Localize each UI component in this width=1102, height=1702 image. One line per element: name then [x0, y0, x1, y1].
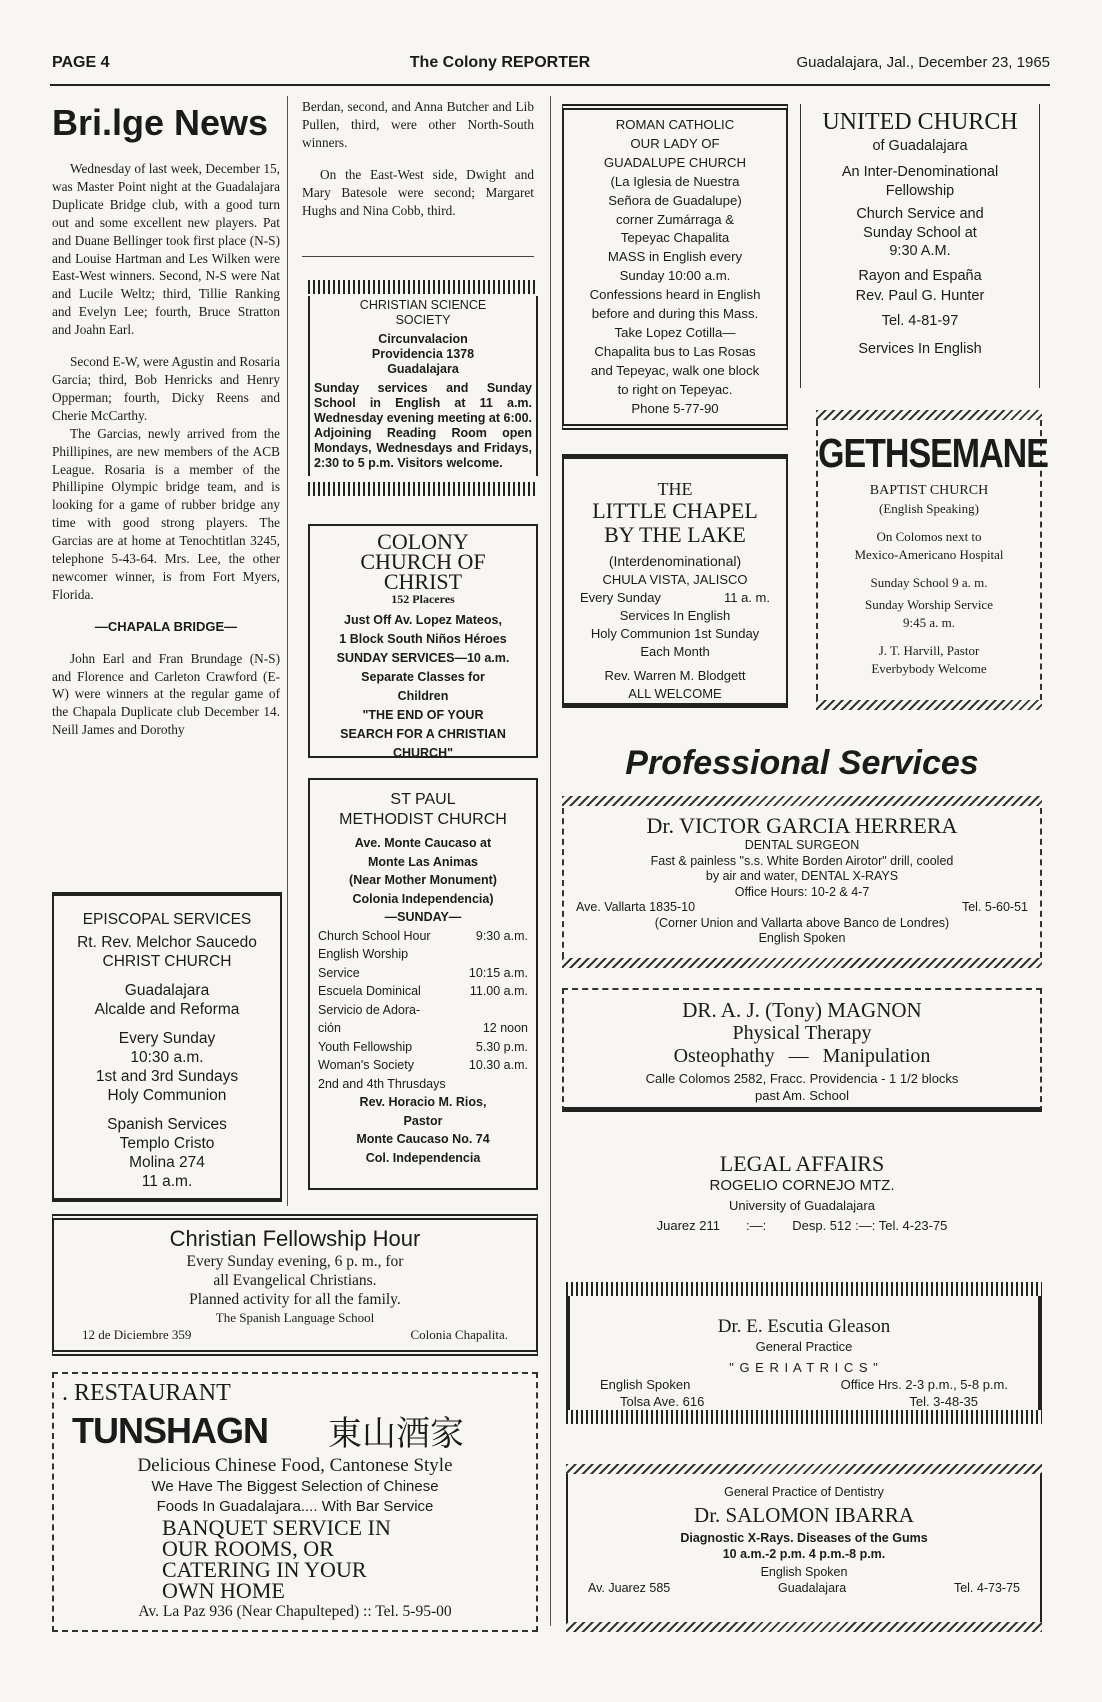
ibarra-ad [566, 1474, 1042, 1622]
ad-line: CHRIST CHURCH [102, 953, 232, 970]
schedule-row [318, 982, 528, 1001]
ad-line: GUADALUPE CHURCH [603, 154, 747, 170]
ad-line: General Practice of Dentistry [724, 1485, 884, 1499]
ad-line: "THE END OF YOUR [362, 708, 484, 722]
ad-line: CHRIST [383, 569, 463, 594]
ad-line: An Inter-Denominational [841, 164, 999, 180]
ad-line: — [788, 1045, 809, 1067]
ad-line: SUNDAY SERVICES—10 a.m. [336, 651, 510, 665]
ad-line: 9:45 a. m. [903, 615, 955, 630]
ad-line: J. T. Harvill, Pastor [878, 643, 980, 658]
ad-line: and Tepeyac, walk one block [590, 362, 760, 378]
united-church-ad [800, 104, 1040, 388]
ad-line: CATERING IN YOUR [162, 1557, 367, 1582]
ad-line: Rt. Rev. Melchor Saucedo [77, 934, 257, 951]
methodist-ad [308, 778, 538, 1190]
ad-line: The Spanish Language School [215, 1310, 375, 1325]
border-ornament [816, 700, 1042, 710]
magnon-ad [562, 988, 1042, 1112]
ad-line: Phone 5-77-90 [631, 400, 719, 416]
border-ornament [566, 1622, 1042, 1632]
ad-line: Dr. VICTOR GARCIA HERRERA [646, 813, 958, 838]
schedule-time: 5.30 p.m. [475, 1039, 528, 1054]
ad-line: LITTLE CHAPEL [592, 498, 758, 523]
ad-line: Everbybody Welcome [871, 661, 987, 676]
ad-line: Separate Classes for [361, 670, 485, 684]
schedule-row [318, 1019, 528, 1038]
schedule-row [318, 1001, 528, 1020]
schedule-row [318, 927, 528, 946]
newspaper-name: The Colony REPORTER [409, 54, 591, 71]
border-ornament [308, 280, 538, 294]
ad-line: Sunday School 9 a. m. [870, 575, 988, 590]
ad-line: (La Iglesia de Nuestra [610, 173, 740, 189]
divider [302, 256, 534, 257]
column-rule [550, 96, 551, 1626]
chinese-characters: 東山酒家 [328, 1416, 464, 1453]
episcopal-ad [52, 892, 282, 1202]
ad-line: (Interdenominational) [608, 553, 742, 569]
ad-line: Desp. 512 :—: Tel. 4-23-75 [792, 1218, 948, 1233]
ad-line: Guadalajara [387, 362, 459, 376]
ad-line: Office Hrs. 2-3 p.m., 5-8 p.m. [840, 1377, 1008, 1392]
ad-line: Just Off Av. Lopez Mateos, [344, 613, 502, 627]
schedule-row [318, 1075, 528, 1094]
address-row [576, 900, 1028, 916]
ad-line: Tel. 4-73-75 [953, 1581, 1020, 1595]
ad-line: UNITED CHURCH [822, 109, 1018, 135]
ad-line: THE [657, 479, 693, 499]
ad-line: English Spoken [758, 931, 846, 945]
ad-line: Colonia Independencia) [352, 891, 494, 906]
border-ornament [816, 410, 1042, 420]
herrera-ad [562, 808, 1042, 958]
ad-line: University of Guadalajara [729, 1198, 875, 1213]
schedule-row [318, 945, 528, 964]
services-row [564, 1045, 1040, 1068]
ad-line: Every Sunday [580, 590, 661, 605]
ad-line: :—: [746, 1218, 767, 1233]
ad-line: 11 a. m. [723, 590, 770, 605]
ad-line: ROMAN CATHOLIC [615, 117, 735, 132]
gethsemane-ad [816, 420, 1048, 700]
ad-line: CHURCH" [392, 746, 454, 760]
ad-line: Fast & painless "s.s. White Borden Airotor" drill, cooled [650, 853, 954, 868]
ad-line: BAPTIST CHURCH [869, 483, 989, 498]
schedule-item: Service [318, 965, 360, 980]
ad-line: (Corner Union and Vallarta above Banco de Londres) [654, 915, 950, 930]
ad-line: BANQUET SERVICE IN [162, 1515, 391, 1540]
ad-line: Guadalajara [124, 982, 210, 999]
ad-line: OWN HOME [162, 1578, 285, 1603]
ad-line: Physical Therapy [732, 1022, 872, 1044]
ad-line: EPISCOPAL SERVICES [82, 911, 252, 928]
fellowship-ad [52, 1214, 538, 1356]
ad-line: Every Sunday [118, 1030, 216, 1047]
ad-line: (Near Mother Monument) [349, 873, 497, 887]
ad-line: Monte Las Animas [368, 854, 478, 869]
ad-line: . RESTAURANT [62, 1380, 231, 1406]
ad-line: ALL WELCOME [628, 686, 722, 701]
ad-line: Planned activity for all the family. [189, 1291, 401, 1308]
ad-line: Molina 274 [129, 1154, 205, 1171]
ad-line: 1 Block South Niños Héroes [339, 632, 507, 646]
ad-line: OUR LADY OF [630, 135, 720, 151]
ad-line: 10 a.m.-2 p.m. 4 p.m.-8 p.m. [722, 1547, 886, 1561]
ad-line: Guadalajara [778, 1581, 847, 1595]
ad-line: 9:30 A.M. [889, 243, 951, 259]
ad-line: corner Zumárraga & [616, 211, 734, 227]
ad-line: Services In English [619, 608, 731, 623]
ad-line: Av. Juarez 585 [588, 1581, 671, 1595]
ad-line: Dr. SALOMON IBARRA [694, 1503, 914, 1527]
ad-line: Calle Colomos 2582, Fracc. Providencia - 1 1/2 blocks [645, 1071, 959, 1086]
ad-line: GETHSEMANE [818, 431, 1048, 477]
ad-line: DENTAL SURGEON [744, 838, 860, 852]
escutia-ad [566, 1296, 1042, 1410]
ad-line: " G E R I A T R I C S " [729, 1360, 879, 1375]
border-ornament [566, 1410, 1042, 1424]
schedule-time: 12 noon [482, 1021, 528, 1035]
ad-line: Alcalde and Reforma [94, 1001, 240, 1018]
border-ornament [566, 1464, 1042, 1474]
schedule-time: 9:30 a.m. [475, 928, 528, 943]
ad-line: Dr. E. Escutia Gleason [717, 1316, 891, 1337]
ad-line: of Guadalajara [872, 138, 968, 154]
border-ornament [562, 958, 1042, 968]
ad-line: ROGELIO CORNEJO MTZ. [709, 1177, 895, 1194]
ad-line: Rev. Paul G. Hunter [855, 288, 985, 304]
bridge-paragraph: On the East-West side, Dwight and Mary Batesole were second; Margaret Hughs and Nina Cobb, third. [302, 166, 534, 218]
bridge-paragraph: Second E-W, were Agustin and Rosaria Garcia; third, Bob Henricks and Henry Opperman; fourth, Dicky Reens and Cherie McCarthy. [52, 354, 280, 423]
ad-line: Church Service and [856, 206, 984, 222]
ad-line: METHODIST CHURCH [339, 811, 507, 828]
ad-line: We Have The Biggest Selection of Chinese [151, 1478, 439, 1495]
ad-line: English Spoken [600, 1377, 691, 1392]
page-number: PAGE 4 [52, 54, 110, 71]
ad-line: Holy Communion [107, 1087, 227, 1104]
ad-line: MASS in English every [607, 249, 743, 265]
info-row [590, 1376, 1018, 1393]
ad-line: On Colomos next to [876, 529, 982, 544]
schedule-time: 11.00 a.m. [469, 984, 528, 998]
ad-line: General Practice [755, 1339, 853, 1354]
address-row [588, 1580, 1020, 1596]
ad-line: Tolsa Ave. 616 [620, 1394, 705, 1409]
ad-line: Tel. 5-60-51 [961, 900, 1028, 914]
ad-line: Children [397, 689, 449, 703]
little-chapel-ad [562, 454, 788, 708]
dateline: Guadalajara, Jal., December 23, 1965 [796, 54, 1050, 71]
schedule-item: Youth Fellowship [318, 1039, 413, 1054]
ad-line: Office Hours: 10-2 & 4-7 [734, 884, 870, 899]
ad-line: Ave. Vallarta 1835-10 [576, 900, 696, 914]
address-row [562, 1216, 1042, 1236]
border-ornament [562, 796, 1042, 806]
ad-line: Manipulation [822, 1045, 931, 1067]
bridge-article [52, 160, 280, 739]
ad-line: Each Month [640, 644, 710, 659]
ad-line: Confessions heard in English [589, 287, 761, 303]
ad-line: Av. La Paz 936 (Near Chapulteped) :: Tel. 5-95-00 [138, 1603, 452, 1620]
schedule-row [318, 964, 528, 983]
schedule-item: ción [318, 1021, 341, 1035]
address-row [54, 1327, 536, 1343]
ad-line: Colonia Chapalita. [410, 1327, 508, 1342]
ad-line: Chapalita bus to Las Rosas [594, 343, 756, 359]
ad-line: CHRISTIAN SCIENCE [359, 298, 487, 312]
ad-line: COLONY [377, 529, 469, 554]
colony-church-ad [308, 524, 538, 758]
ad-line: ST PAUL [390, 791, 456, 808]
ad-line: 10:30 a.m. [130, 1049, 204, 1066]
ad-line: Foods In Guadalajara.... With Bar Service [156, 1498, 434, 1515]
ad-line: Rayon and España [858, 268, 982, 284]
schedule-time: 10:15 a.m. [468, 965, 528, 980]
ad-line: Tel. 3-48-35 [909, 1394, 978, 1409]
ad-line: Fellowship [885, 183, 955, 199]
ad-line: Rev. Horacio M. Rios, [359, 1095, 487, 1109]
ad-line: CHURCH OF [360, 549, 486, 574]
ad-line: to right on Tepeyac. [617, 381, 733, 397]
ad-line: Every Sunday evening, 6 p. m., for [186, 1253, 404, 1270]
schedule-item: Servicio de Adora- [318, 1002, 421, 1017]
ad-line: Juarez 211 [656, 1218, 720, 1233]
ad-line: —SUNDAY— [384, 910, 462, 924]
ad-line: Delicious Chinese Food, Cantonese Style [137, 1455, 453, 1476]
ad-line: by air and water, DENTAL X-RAYS [705, 869, 899, 883]
schedule-item: Church School Hour [318, 928, 431, 943]
border-ornament [566, 1282, 1042, 1296]
header-rule [50, 84, 1050, 86]
schedule-item: Woman's Society [318, 1058, 414, 1072]
schedule-time: 10.30 a.m. [468, 1058, 528, 1072]
ad-line: Col. Independencia [365, 1150, 481, 1165]
ad-line: 11 a.m. [141, 1173, 193, 1190]
ad-line: DR. A. J. (Tony) MAGNON [682, 998, 922, 1022]
restaurant-name: TUNSHAGN [72, 1409, 268, 1451]
ad-line: Holy Communion 1st Sunday [590, 626, 760, 641]
ad-line: Providencia 1378 [371, 347, 475, 361]
ad-line: Circunvalacion [378, 332, 468, 346]
ad-line: Templo Cristo [119, 1135, 215, 1152]
ad-line: Tepeyac Chapalita [620, 230, 730, 246]
ad-line: Diagnostic X-Rays. Diseases of the Gums [680, 1531, 928, 1545]
column-rule [287, 96, 288, 1206]
ad-line: CHULA VISTA, JALISCO [602, 572, 748, 587]
catholic-ad [562, 104, 788, 430]
border-ornament [308, 482, 538, 496]
ad-line: SEARCH FOR A CHRISTIAN [340, 727, 506, 741]
bridge-paragraph: John Earl and Fran Brundage (N-S) and Florence and Carleton Crawford (E-W) were winners at the regular game of the Chapala Duplicate club December 14. Neill James and Dorothy [52, 650, 280, 738]
bridge-paragraph: Wednesday of last week, December 15, was Master Point night at the Guadalajara Duplicate Bridge club, with a good turn out and some excellent new players. Pat and Duane Bellinger took first place (N-S) and Louise Hartman and Les Wilken were East-West winners. Second, N-S were Nat and Lucile Weltz; third, Tillie Ranking and Evelyn Lee; fourth, Bruce Stratton and Joahn Earl. [52, 161, 280, 338]
ad-line: Mexico-Americano Hospital [854, 547, 1004, 562]
ad-line: all Evangelical Christians. [213, 1272, 377, 1289]
ad-line: Ave. Monte Caucaso at [354, 836, 492, 850]
ad-line: Sunday Worship Service [865, 597, 993, 612]
ad-line: Rev. Warren M. Blodgett [604, 668, 746, 683]
catering-block [62, 1517, 528, 1601]
bridge-subhead: —CHAPALA BRIDGE— [94, 618, 238, 634]
ad-line: Señora de Guadalupe) [608, 192, 742, 208]
ad-line: OUR ROOMS, OR [162, 1536, 334, 1561]
ad-line: Monte Caucaso No. 74 [356, 1132, 490, 1146]
schedule-item: 2nd and 4th Thrusdays [318, 1076, 446, 1091]
bridge-article-continued [302, 98, 534, 219]
ad-line: past Am. School [755, 1088, 849, 1103]
ad-line: English Spoken [760, 1565, 848, 1579]
restaurant-ad [52, 1372, 538, 1632]
ad-body: Sunday services and Sunday School in English at 11 a.m. Wednesday evening meeting at 6:00. Adjoining Reading Room open Mondays, Wednesdays and Fridays, 2:30 to 5 p.m. Visitors welcome. [314, 381, 532, 470]
ad-line: BY THE LAKE [604, 522, 746, 547]
ad-line: Services In English [858, 341, 982, 357]
ad-line: 12 de Diciembre 359 [82, 1327, 192, 1342]
ad-line: Pastor [403, 1113, 443, 1128]
bridge-paragraph: Berdan, second, and Anna Butcher and Lib Pullen, third, were other North-South winners. [302, 99, 534, 150]
info-row [590, 1393, 1018, 1410]
schedule-row [564, 589, 786, 607]
ad-line: Take Lopez Cotilla— [614, 324, 736, 340]
ad-line: Christian Fellowship Hour [169, 1226, 421, 1251]
section-heading: Professional Services [625, 744, 979, 782]
ad-line: (English Speaking) [878, 501, 979, 516]
ad-line: 152 Placeres [391, 592, 455, 606]
christian-science-ad [308, 296, 538, 476]
ad-line: 1st and 3rd Sundays [95, 1068, 239, 1085]
ad-line: Tel. 4-81-97 [881, 313, 959, 329]
ad-line: LEGAL AFFAIRS [719, 1151, 885, 1176]
bridge-headline: Bri.lge News [52, 102, 269, 143]
ad-line: before and during this Mass. [591, 306, 759, 322]
bridge-paragraph: The Garcias, newly arrived from the Phillipines, are new members of the ACB League. Rosaria is a member of the Phillipine Olympic bridge team, and is looking for a game of rubber bridge any time with good strong players. The Garcias are at home at Tenochtitlan 3245, telephone 5-43-64. Mrs. Lee, the other newcomer winner, is from Fort Myers, Florida. [52, 425, 280, 602]
ad-line: Sunday School at [863, 225, 977, 241]
legal-ad [562, 1146, 1042, 1246]
ad-line: Spanish Services [107, 1116, 227, 1133]
ad-line: SOCIETY [395, 313, 451, 327]
schedule-row [318, 1056, 528, 1075]
schedule-item: English Worship [318, 947, 409, 961]
ad-line: Osteophathy [673, 1045, 775, 1067]
schedule-item: Escuela Dominical [318, 984, 421, 998]
schedule-row [318, 1038, 528, 1057]
ad-line: Sunday 10:00 a.m. [619, 268, 731, 284]
schedule-list [318, 927, 528, 1094]
